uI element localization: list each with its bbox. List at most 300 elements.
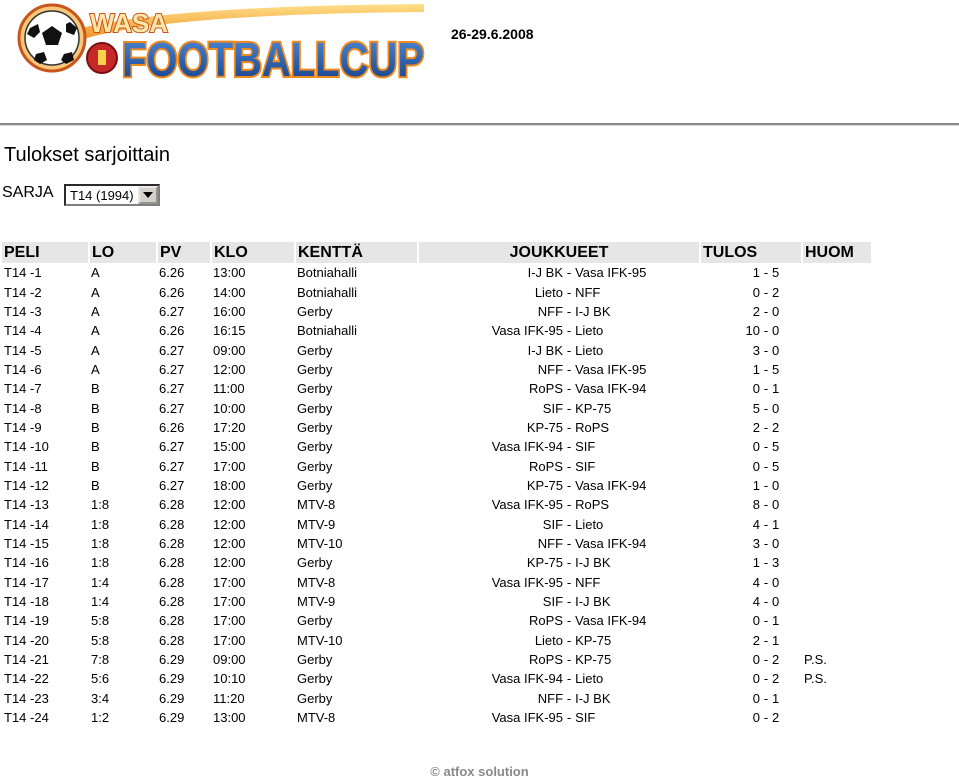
football-icon — [19, 5, 85, 71]
table-row — [2, 592, 872, 611]
group: B — [91, 477, 100, 493]
away-goals: 2 — [772, 652, 780, 668]
home-team: KP-75 — [526, 477, 564, 493]
group: 1:2 — [91, 710, 110, 726]
field: MTV-9 — [297, 594, 336, 610]
time: 18:00 — [213, 477, 246, 493]
score-separator: - — [763, 381, 769, 397]
group: B — [91, 400, 100, 416]
away-team: RoPS — [575, 419, 610, 435]
away-team: I-J BK — [575, 594, 611, 610]
date: 6.29 — [159, 690, 185, 706]
field: Gerby — [297, 613, 333, 629]
table-row — [2, 495, 872, 514]
group: 1:4 — [91, 594, 110, 610]
home-team: NFF — [537, 535, 564, 551]
team-separator: - — [566, 652, 572, 668]
time: 12:00 — [213, 497, 246, 513]
column-header-pv: PV — [157, 242, 211, 263]
away-team: Lieto — [575, 342, 604, 358]
score — [700, 631, 802, 650]
field: Gerby — [297, 400, 333, 416]
away-team: I-J BK — [575, 303, 611, 319]
team-separator: - — [566, 361, 572, 377]
group: 1:4 — [91, 574, 110, 590]
score-separator: - — [763, 458, 769, 474]
score-separator: - — [763, 303, 769, 319]
table-row — [2, 669, 872, 688]
score-separator: - — [763, 555, 769, 571]
away-team: Vasa IFK-94 — [575, 477, 647, 493]
note — [802, 534, 872, 553]
score — [700, 360, 802, 379]
note — [802, 302, 872, 321]
header-divider — [0, 123, 959, 126]
time: 09:00 — [213, 342, 246, 358]
team-separator: - — [566, 342, 572, 358]
time: 12:00 — [213, 535, 246, 551]
note — [802, 263, 872, 282]
wasa-footballcup-logo — [14, 2, 428, 87]
away-goals: 3 — [772, 555, 780, 571]
date: 6.28 — [159, 613, 185, 629]
group: B — [91, 458, 100, 474]
game-id: T14 -19 — [4, 613, 49, 629]
team-separator: - — [566, 613, 572, 629]
note — [802, 282, 872, 301]
game-id: T14 -14 — [4, 516, 49, 532]
score-separator: - — [763, 400, 769, 416]
note — [802, 592, 872, 611]
home-team: Vasa IFK-95 — [491, 574, 564, 590]
home-team: RoPS — [529, 381, 564, 397]
home-team: RoPS — [529, 652, 564, 668]
away-goals: 0 — [772, 497, 780, 513]
game-id: T14 -6 — [4, 361, 42, 377]
group: A — [91, 323, 100, 339]
time: 13:00 — [213, 710, 246, 726]
away-goals: 2 — [772, 419, 780, 435]
table-row — [2, 534, 872, 553]
page-title: Tulokset sarjoittain — [4, 144, 170, 166]
table-row — [2, 514, 872, 533]
field: MTV-8 — [297, 497, 336, 513]
away-goals: 0 — [772, 594, 780, 610]
game-id: T14 -3 — [4, 303, 42, 319]
team-separator: - — [566, 477, 572, 493]
table-row — [2, 631, 872, 650]
score-separator: - — [763, 710, 769, 726]
game-id: T14 -11 — [4, 458, 48, 474]
team-separator: - — [566, 303, 572, 319]
group: 7:8 — [91, 652, 110, 668]
field: MTV-9 — [297, 516, 336, 532]
game-id: T14 -2 — [4, 284, 42, 300]
game-id: T14 -1 — [4, 265, 42, 281]
team-separator: - — [566, 265, 572, 281]
table-row — [2, 456, 872, 475]
group: 5:8 — [91, 613, 110, 629]
home-team: Vasa IFK-95 — [491, 497, 564, 513]
score-separator: - — [763, 419, 769, 435]
score — [700, 476, 802, 495]
away-team: NFF — [575, 574, 601, 590]
field: Gerby — [297, 458, 333, 474]
team-separator: - — [566, 555, 572, 571]
time: 11:20 — [213, 690, 245, 706]
date: 6.28 — [159, 632, 185, 648]
score — [700, 379, 802, 398]
note — [802, 418, 872, 437]
score-separator: - — [763, 439, 769, 455]
home-goals: 4 — [752, 594, 760, 610]
note — [802, 360, 872, 379]
time: 17:00 — [213, 632, 246, 648]
date: 6.28 — [159, 535, 185, 551]
table-row — [2, 573, 872, 592]
table-row — [2, 302, 872, 321]
table-row — [2, 708, 872, 727]
away-team: Vasa IFK-95 — [575, 361, 647, 377]
date: 6.27 — [159, 303, 185, 319]
away-goals: 0 — [772, 535, 780, 551]
game-id: T14 -10 — [4, 439, 49, 455]
field: Botniahalli — [297, 284, 357, 300]
game-id: T14 -5 — [4, 342, 42, 358]
group: B — [91, 439, 100, 455]
home-team: I-J BK — [527, 342, 564, 358]
home-goals: 5 — [752, 400, 760, 416]
group: 1:8 — [91, 555, 110, 571]
date: 6.27 — [159, 400, 185, 416]
team-separator: - — [566, 671, 572, 687]
score — [700, 592, 802, 611]
game-id: T14 -24 — [4, 710, 49, 726]
score — [700, 689, 802, 708]
team-separator: - — [566, 690, 572, 706]
table-row — [2, 476, 872, 495]
score-separator: - — [763, 284, 769, 300]
game-id: T14 -23 — [4, 690, 49, 706]
field: Gerby — [297, 652, 333, 668]
score-separator: - — [763, 690, 769, 706]
group: 5:6 — [91, 671, 110, 687]
field: Gerby — [297, 439, 333, 455]
group: B — [91, 419, 100, 435]
table-row — [2, 360, 872, 379]
game-id: T14 -17 — [4, 574, 49, 590]
table-row — [2, 263, 872, 282]
date: 6.26 — [159, 419, 185, 435]
score — [700, 611, 802, 630]
away-team: NFF — [575, 284, 601, 300]
field: Gerby — [297, 361, 333, 377]
game-id: T14 -4 — [4, 323, 42, 339]
away-goals: 0 — [772, 477, 780, 493]
group: 1:8 — [91, 516, 110, 532]
score — [700, 340, 802, 359]
score-separator: - — [763, 652, 769, 668]
home-goals: 4 — [752, 516, 760, 532]
score-separator: - — [763, 594, 769, 610]
time: 13:00 — [213, 265, 246, 281]
note — [802, 437, 872, 456]
home-goals: 3 — [752, 535, 760, 551]
away-team: Lieto — [575, 516, 604, 532]
away-goals: 1 — [772, 690, 780, 706]
time: 17:00 — [213, 594, 246, 610]
game-id: T14 -15 — [4, 535, 49, 551]
home-goals: 0 — [752, 284, 760, 300]
field: Gerby — [297, 419, 333, 435]
home-team: SIF — [542, 516, 564, 532]
date: 6.28 — [159, 574, 185, 590]
score — [700, 514, 802, 533]
home-goals: 0 — [752, 671, 760, 687]
home-goals: 0 — [752, 381, 760, 397]
field: MTV-10 — [297, 535, 343, 551]
away-goals: 5 — [772, 361, 780, 377]
game-id: T14 -16 — [4, 555, 49, 571]
group: 3:4 — [91, 690, 110, 706]
table-header-row — [2, 242, 872, 263]
score-separator: - — [763, 516, 769, 532]
time: 12:00 — [213, 555, 246, 571]
series-select-value: T14 (1994) — [70, 187, 134, 203]
score — [700, 573, 802, 592]
away-team: RoPS — [575, 497, 610, 513]
time: 17:00 — [213, 613, 246, 629]
crest-icon — [87, 43, 117, 73]
team-separator: - — [566, 497, 572, 513]
score-separator: - — [763, 477, 769, 493]
field: Gerby — [297, 671, 333, 687]
note — [802, 514, 872, 533]
game-id: T14 -22 — [4, 671, 49, 687]
home-goals: 1 — [752, 265, 760, 281]
field: Gerby — [297, 477, 333, 493]
score — [700, 553, 802, 572]
score — [700, 437, 802, 456]
date: 6.27 — [159, 342, 185, 358]
column-header-huom: HUOM — [802, 242, 872, 263]
score — [700, 302, 802, 321]
table-row — [2, 321, 872, 340]
score — [700, 282, 802, 301]
field: Gerby — [297, 303, 333, 319]
home-goals: 0 — [752, 710, 760, 726]
field: Gerby — [297, 555, 333, 571]
away-team: I-J BK — [575, 555, 611, 571]
away-goals: 2 — [772, 671, 780, 687]
score-separator: - — [763, 265, 769, 281]
date: 6.28 — [159, 555, 185, 571]
date: 6.26 — [159, 284, 185, 300]
score — [700, 650, 802, 669]
game-id: T14 -18 — [4, 594, 49, 610]
score — [700, 263, 802, 282]
home-team: RoPS — [529, 458, 564, 474]
time: 17:00 — [213, 458, 246, 474]
table-row — [2, 689, 872, 708]
note — [802, 398, 872, 417]
home-team: I-J BK — [527, 265, 564, 281]
home-goals: 2 — [752, 632, 760, 648]
away-goals: 2 — [772, 284, 780, 300]
table-row — [2, 418, 872, 437]
group: A — [91, 303, 100, 319]
column-header-peli: PELI — [2, 242, 89, 263]
game-id: T14 -13 — [4, 497, 49, 513]
note — [802, 611, 872, 630]
away-team: Vasa IFK-94 — [575, 381, 647, 397]
score — [700, 418, 802, 437]
team-separator: - — [566, 632, 572, 648]
team-separator: - — [566, 710, 572, 726]
note — [802, 476, 872, 495]
score-separator: - — [763, 497, 769, 513]
date: 6.27 — [159, 439, 185, 455]
away-team: Vasa IFK-95 — [575, 265, 647, 281]
team-separator: - — [566, 574, 572, 590]
away-team: KP-75 — [575, 632, 612, 648]
home-goals: 2 — [752, 419, 760, 435]
time: 09:00 — [213, 652, 246, 668]
team-separator: - — [566, 516, 572, 532]
footer-credit: © atfox solution — [430, 764, 529, 779]
note — [802, 379, 872, 398]
date: 6.27 — [159, 477, 185, 493]
home-goals: 0 — [752, 458, 760, 474]
column-header-kentta: KENTTÄ — [295, 242, 418, 263]
group: A — [91, 265, 100, 281]
time: 10:00 — [213, 400, 246, 416]
note: P.S. — [804, 652, 827, 668]
date: 6.29 — [159, 710, 185, 726]
field: MTV-8 — [297, 710, 336, 726]
date: 6.29 — [159, 671, 185, 687]
home-team: Vasa IFK-94 — [491, 671, 564, 687]
table-row — [2, 340, 872, 359]
note — [802, 340, 872, 359]
home-team: Vasa IFK-95 — [491, 323, 564, 339]
time: 12:00 — [213, 361, 246, 377]
table-row — [2, 553, 872, 572]
away-team: Lieto — [575, 323, 604, 339]
date: 6.28 — [159, 516, 185, 532]
home-team: Vasa IFK-95 — [491, 710, 564, 726]
date: 6.26 — [159, 265, 185, 281]
home-goals: 0 — [752, 439, 760, 455]
team-separator: - — [566, 594, 572, 610]
group: A — [91, 284, 100, 300]
note — [802, 321, 872, 340]
event-dates: 26-29.6.2008 — [451, 26, 534, 42]
svg-text:WASA: WASA — [90, 8, 168, 38]
score-separator: - — [763, 671, 769, 687]
time: 10:10 — [213, 671, 246, 687]
table-row — [2, 650, 872, 669]
home-team: SIF — [542, 594, 564, 610]
note — [802, 456, 872, 475]
home-goals: 1 — [752, 555, 760, 571]
time: 17:20 — [213, 419, 246, 435]
team-separator: - — [566, 439, 572, 455]
game-id: T14 -21 — [4, 652, 49, 668]
note — [802, 708, 872, 727]
date: 6.28 — [159, 497, 185, 513]
series-select[interactable] — [64, 184, 160, 206]
team-separator: - — [566, 419, 572, 435]
score — [700, 495, 802, 514]
away-goals: 5 — [772, 439, 780, 455]
away-team: KP-75 — [575, 652, 612, 668]
home-team: NFF — [537, 690, 564, 706]
away-goals: 0 — [772, 574, 780, 590]
away-goals: 1 — [772, 381, 780, 397]
home-goals: 0 — [752, 652, 760, 668]
table-row — [2, 611, 872, 630]
home-goals: 8 — [752, 497, 760, 513]
date: 6.27 — [159, 381, 185, 397]
game-id: T14 -7 — [4, 381, 42, 397]
home-team: NFF — [537, 303, 564, 319]
date: 6.26 — [159, 323, 185, 339]
field: MTV-10 — [297, 632, 343, 648]
home-team: SIF — [542, 400, 564, 416]
column-header-tulos: TULOS — [700, 242, 802, 263]
time: 15:00 — [213, 439, 246, 455]
dropdown-button[interactable] — [138, 186, 158, 204]
results-table — [2, 242, 873, 727]
team-separator: - — [566, 535, 572, 551]
home-goals: 10 — [745, 323, 760, 339]
home-team: Lieto — [534, 632, 564, 648]
away-team: KP-75 — [575, 400, 612, 416]
game-id: T14 -8 — [4, 400, 42, 416]
score-separator: - — [763, 535, 769, 551]
score-separator: - — [763, 323, 769, 339]
score — [700, 534, 802, 553]
table-row — [2, 398, 872, 417]
team-separator: - — [566, 381, 572, 397]
team-separator: - — [566, 400, 572, 416]
group: A — [91, 361, 100, 377]
date: 6.27 — [159, 458, 185, 474]
away-goals: 1 — [772, 516, 780, 532]
chevron-down-icon — [143, 192, 153, 198]
away-goals: 1 — [772, 613, 780, 629]
group: 1:8 — [91, 497, 110, 513]
game-id: T14 -12 — [4, 477, 49, 493]
series-label: SARJA — [2, 184, 54, 201]
score-separator: - — [763, 574, 769, 590]
score — [700, 398, 802, 417]
field: Gerby — [297, 342, 333, 358]
away-team: Lieto — [575, 671, 604, 687]
note — [802, 573, 872, 592]
time: 17:00 — [213, 574, 246, 590]
home-goals: 0 — [752, 690, 760, 706]
group: 5:8 — [91, 632, 110, 648]
time: 14:00 — [213, 284, 246, 300]
note — [802, 631, 872, 650]
field: Botniahalli — [297, 323, 357, 339]
away-team: I-J BK — [575, 690, 611, 706]
away-team: SIF — [575, 439, 596, 455]
column-header-joukkueet: JOUKKUEET — [418, 242, 700, 263]
field: Botniahalli — [297, 265, 357, 281]
